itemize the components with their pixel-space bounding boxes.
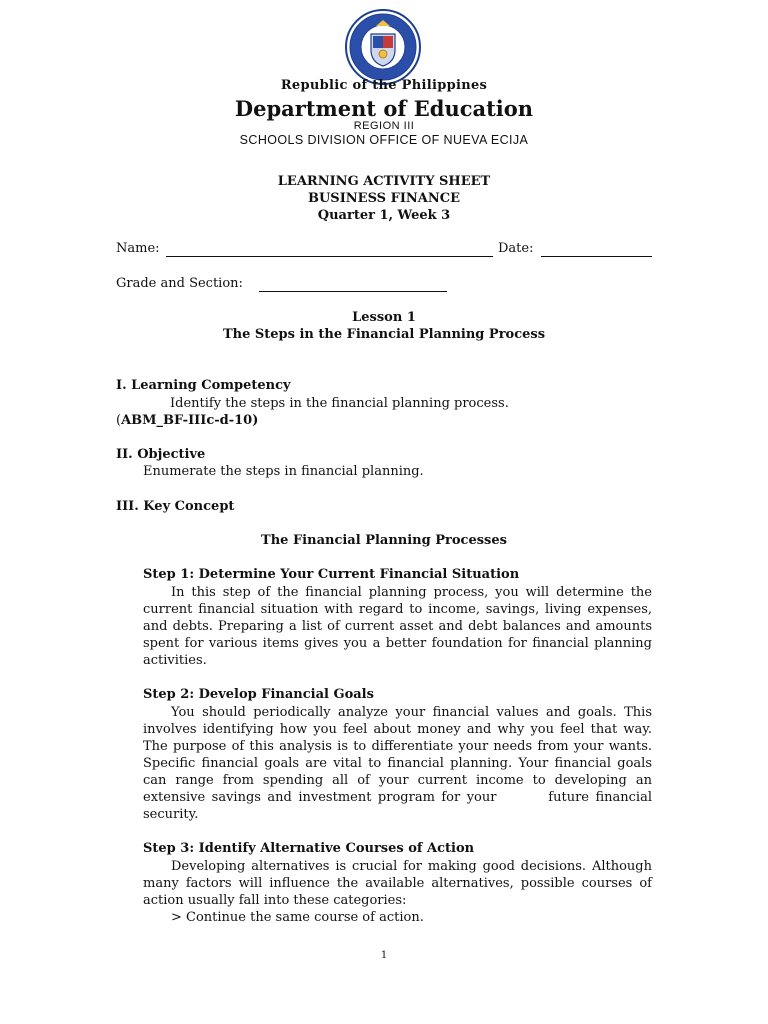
step-1-heading: Step 1: Determine Your Current Financial Situation [143,567,520,582]
subject-title: BUSINESS FINANCE [307,191,461,206]
date-label: Date: [498,241,534,256]
competency-heading: I. Learning Competency [116,378,291,393]
header-republic: Republic of the Philippines [280,78,488,93]
page-number: 1 [380,950,388,961]
step-3-bullet: > Continue the same course of action. [171,910,424,925]
lesson-number: Lesson 1 [352,310,416,325]
sheet-title: LEARNING ACTIVITY SHEET [277,174,491,189]
grade-section-field[interactable] [259,291,447,292]
objective-heading: II. Objective [116,447,206,462]
step-3-body: Developing alternatives is crucial for making good decisions. Although many factors will influence the available alternatives, possible courses of action usually fall into these categories: [143,859,652,908]
objective-text: Enumerate the steps in financial planning. [143,464,424,479]
header-region: REGION III [353,120,415,132]
step-2-heading: Step 2: Develop Financial Goals [143,687,374,702]
header-department: Department of Education [234,96,534,121]
step-1-body: In this step of the financial planning process, you will determine the current financial situation with regard to income, savings, living expenses, and debts. Preparing a list of current asset and debt balances and amounts spent for various items gives you a better foundation for financial planning activities. [143,585,652,668]
quarter-week: Quarter 1, Week 3 [317,208,451,223]
competency-text: Identify the steps in the financial planning process. [170,396,509,411]
step-2-body: You should periodically analyze your financial values and goals. This involves identifying how you feel about money and why you feel that way. The purpose of this analysis is to differentiate your needs from your wants. Specific financial goals are vital to financial planning. Your financial goals can range from spending all of your current income to developing an extensive savings and investment program for your future financial security. [143,705,657,822]
grade-section-label: Grade and Section: [116,276,243,291]
date-field[interactable] [541,256,652,257]
lesson-title: The Steps in the Financial Planning Process [222,327,546,342]
key-concept-heading: III. Key Concept [116,499,235,514]
header-office: SCHOOLS DIVISION OFFICE OF NUEVA ECIJA [239,133,529,147]
competency-code: (ABM_BF-IIIc-d-10) [116,413,259,428]
key-concept-subtitle: The Financial Planning Processes [261,533,507,548]
step-3-heading: Step 3: Identify Alternative Courses of Action [143,841,475,856]
name-label: Name: [116,241,160,256]
deped-seal-icon [338,8,428,86]
name-field[interactable] [166,256,493,257]
